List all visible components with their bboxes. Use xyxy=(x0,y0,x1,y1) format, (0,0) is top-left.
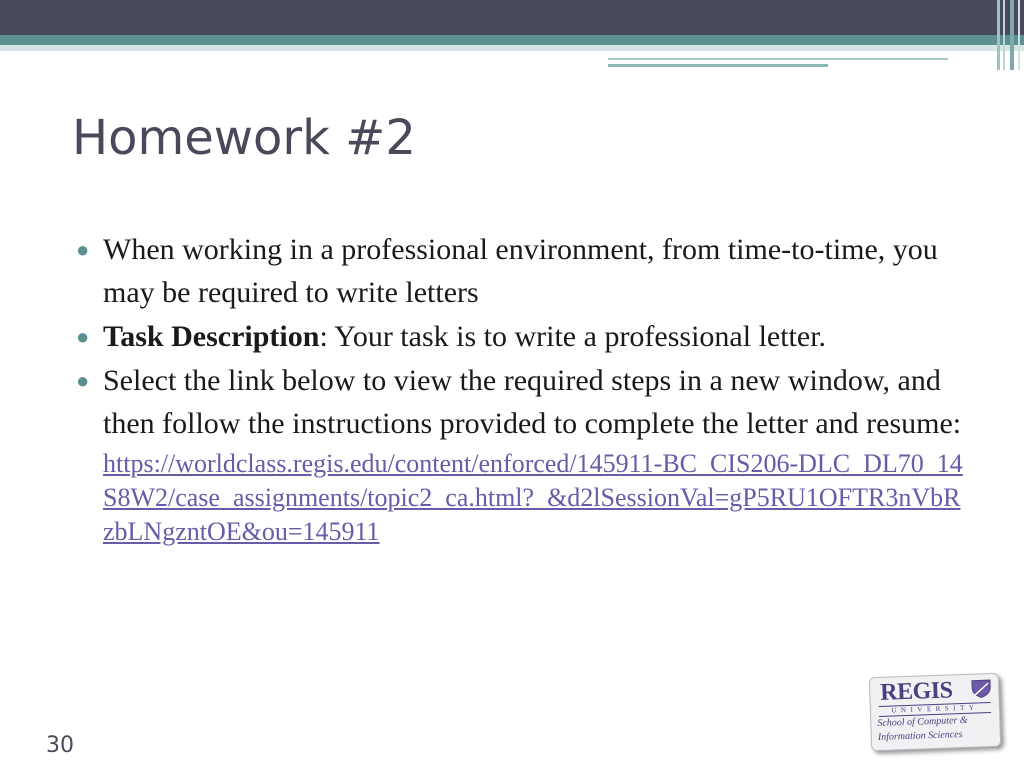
header-band xyxy=(0,0,1024,35)
header-accent-band xyxy=(0,35,1024,45)
header-light-band xyxy=(0,45,1024,51)
header-thin-line xyxy=(608,58,948,60)
bullet-text: When working in a professional environment, from time-to-time, you may be required to write letters xyxy=(103,233,938,309)
logo-name: REGIS xyxy=(879,677,953,706)
header-vertical-bar xyxy=(1003,0,1005,70)
bullet-icon: ● xyxy=(76,237,90,262)
bullet-item xyxy=(74,315,974,358)
bullet-list xyxy=(74,228,974,550)
header-vertical-bar xyxy=(997,0,1000,70)
bullet-label: Task Description xyxy=(103,320,320,353)
slide-title: Homework #2 xyxy=(72,110,416,166)
bullet-text: : Your task is to write a professional letter. xyxy=(319,320,827,353)
bullet-icon: ● xyxy=(76,368,90,393)
regis-university-logo xyxy=(869,673,1002,751)
logo-school-line: School of Computer & xyxy=(877,714,968,730)
logo-university: UNIVERSITY xyxy=(879,702,991,717)
slide-number: 30 xyxy=(46,733,74,758)
logo-school-line: Information Sciences xyxy=(877,729,963,744)
bullet-icon: ● xyxy=(76,324,90,349)
bullet-item xyxy=(74,359,974,549)
bullet-item xyxy=(74,228,974,314)
header-vertical-bar xyxy=(1018,0,1020,70)
header-thin-line xyxy=(608,64,828,67)
shield-icon xyxy=(970,678,993,699)
header-vertical-bar xyxy=(1010,0,1014,70)
bullet-text: Select the link below to view the required steps in a new window, and then follow the instructions provided to complete the letter and resume: xyxy=(103,364,962,440)
assignment-link[interactable]: https://worldclass.regis.edu/content/enforced/145911-BC_CIS206-DLC_DL70_14S8W2/case_assignments/topic2_ca.html?_&d2lSessionVal=gP5RU1OFTR3nVbRzbLNgzntOE&ou=145911 xyxy=(103,449,963,546)
